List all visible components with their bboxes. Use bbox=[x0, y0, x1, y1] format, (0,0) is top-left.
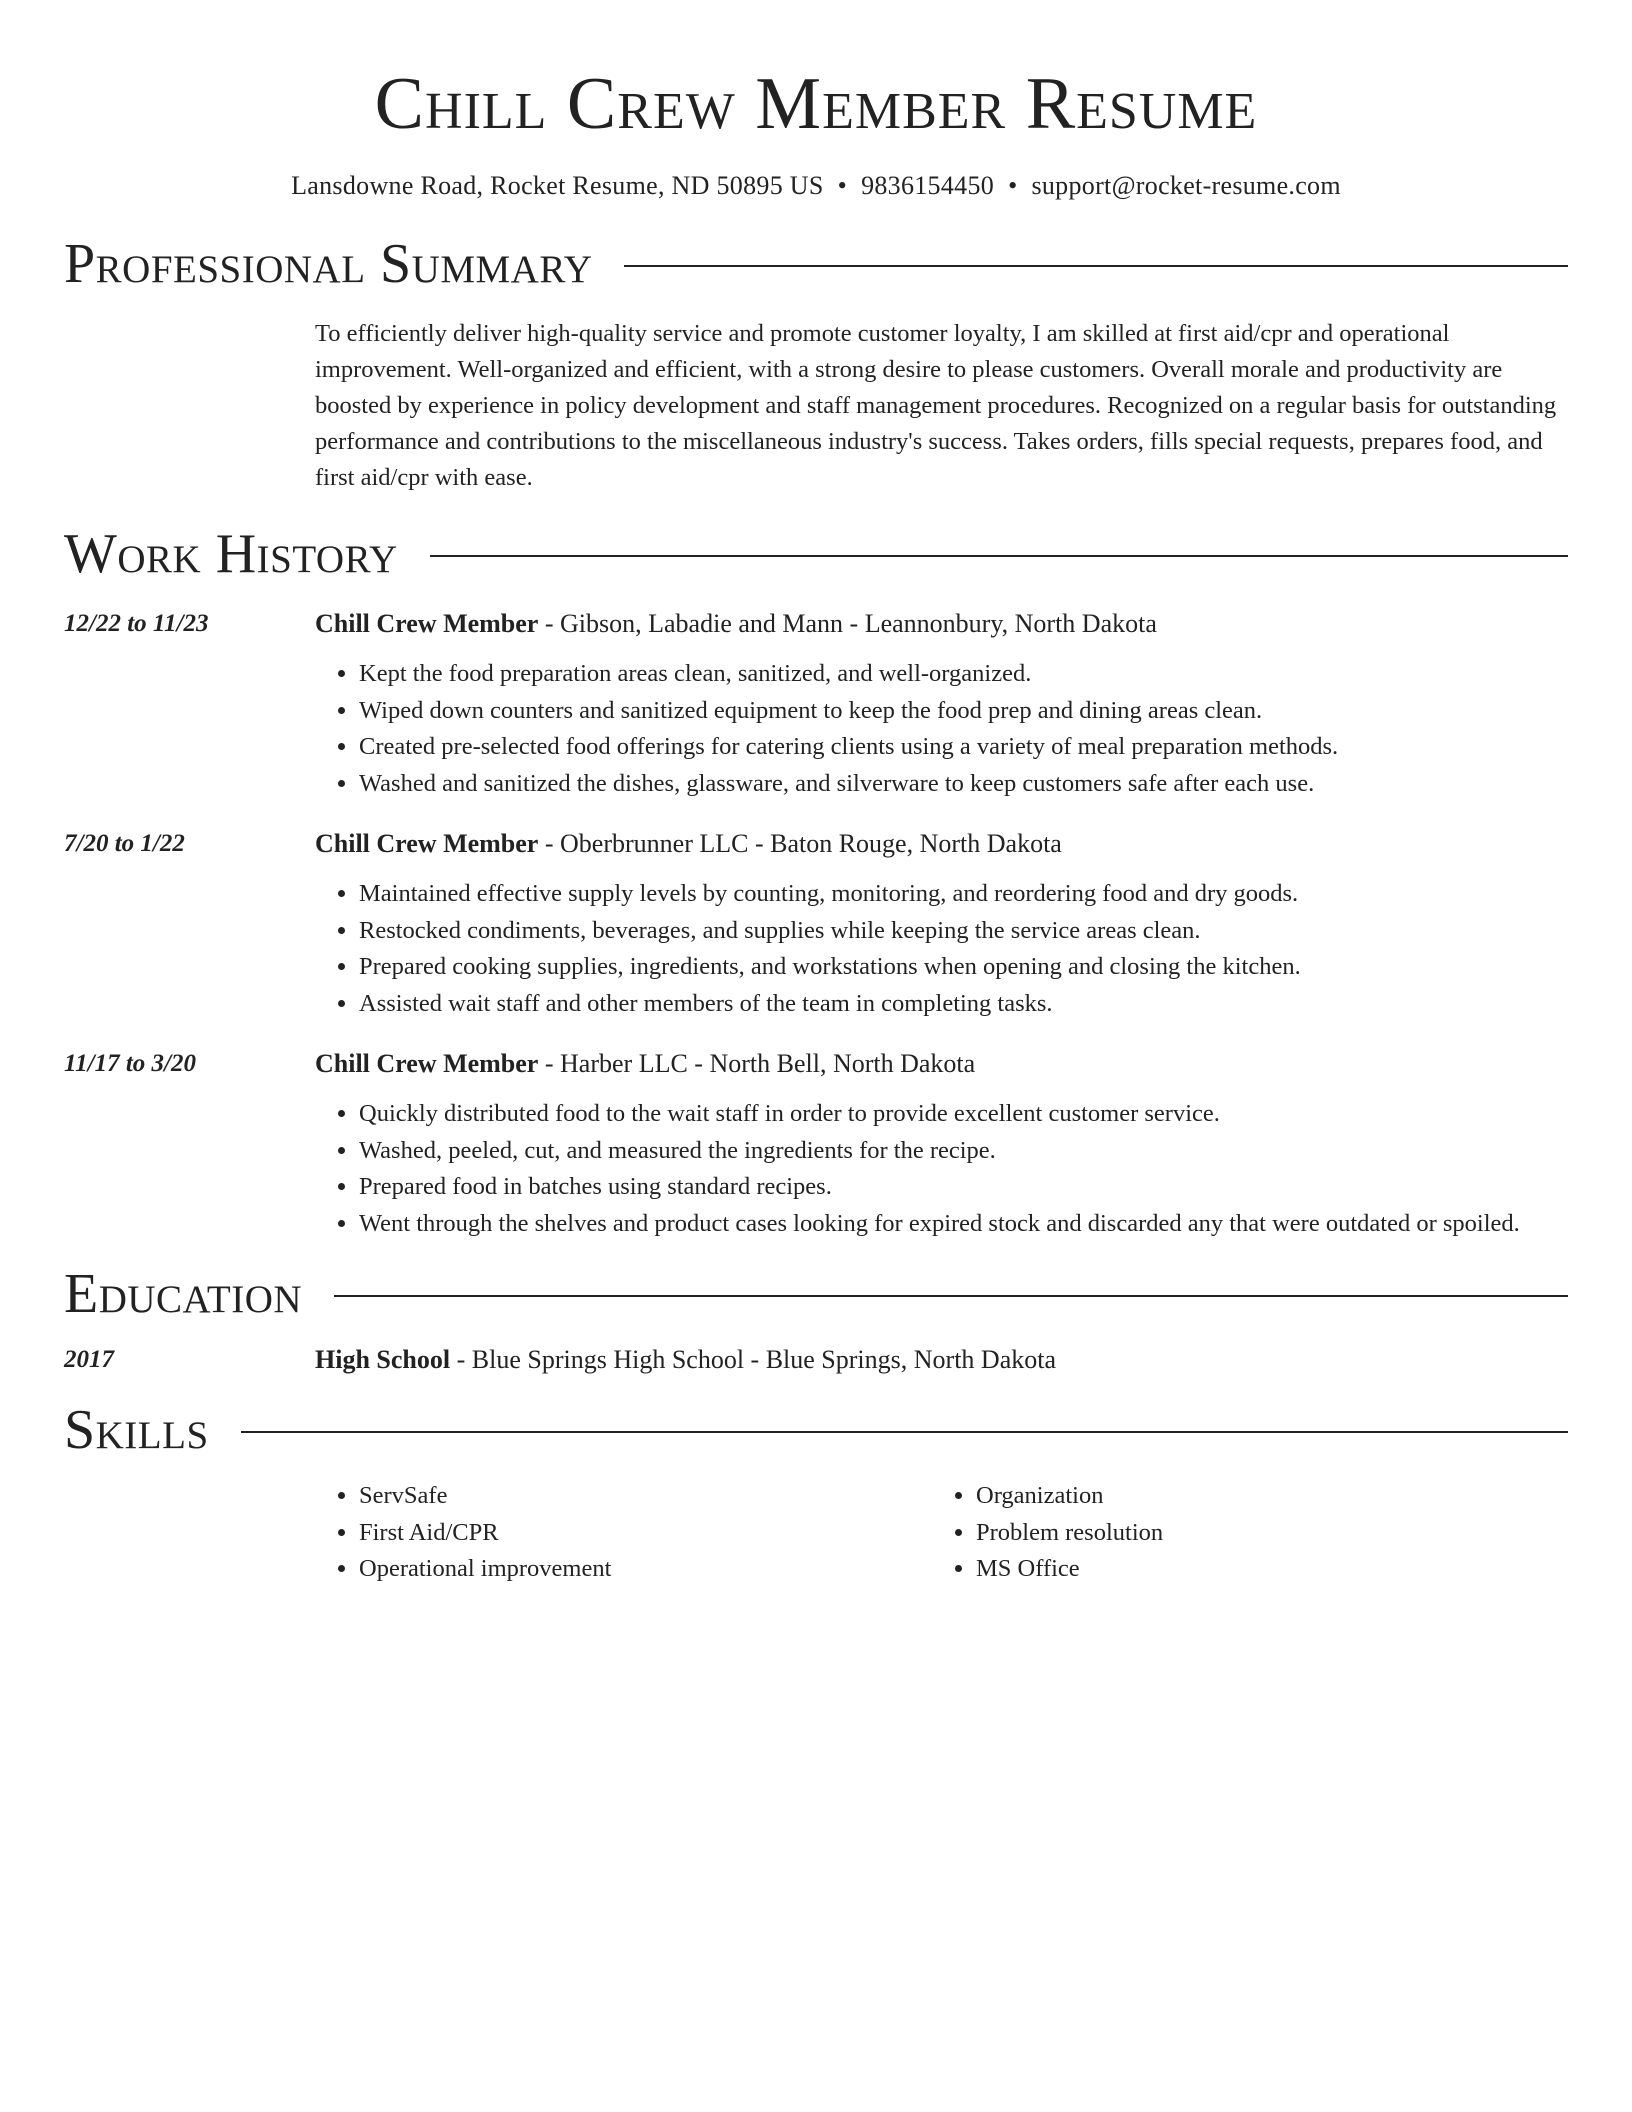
education-degree: High School bbox=[315, 1345, 451, 1374]
skills-column-right bbox=[932, 1478, 1549, 1588]
skill-item: • First Aid/CPR bbox=[359, 1515, 932, 1552]
job-bullets bbox=[315, 656, 1568, 802]
contact-phone: 9836154450 bbox=[861, 171, 995, 200]
job-details: - Harber LLC - North Bell, North Dakota bbox=[538, 1049, 976, 1078]
education-year: 2017 bbox=[64, 1346, 114, 1373]
education-body bbox=[315, 1342, 1568, 1378]
skills-list bbox=[315, 1478, 1568, 1588]
job-details: - Gibson, Labadie and Mann - Leannonbury, North Dakota bbox=[538, 609, 1157, 638]
contact-line bbox=[64, 170, 1568, 202]
job-role: Chill Crew Member bbox=[315, 1049, 539, 1078]
section-divider bbox=[430, 555, 1568, 557]
contact-email: support@rocket-resume.com bbox=[1031, 171, 1341, 200]
list-item: • Quickly distributed food to the wait staff in order to provide excellent customer service. bbox=[359, 1096, 1568, 1133]
list-item: • Assisted wait staff and other members of the team in completing tasks. bbox=[359, 986, 1568, 1023]
job-bullets bbox=[315, 1096, 1568, 1242]
skills-section-header bbox=[64, 1398, 1568, 1462]
job-entry bbox=[64, 826, 1568, 1022]
list-item: • Maintained effective supply levels by counting, monitoring, and reordering food and dry goods. bbox=[359, 876, 1568, 913]
summary-text: To efficiently deliver high-quality service and promote customer loyalty, I am skilled at first aid/cpr and operational improvement. Well-organized and efficient, with a strong desire to please customers. Overall morale and productivity are boosted by experience in policy development and staff management procedures. Recognized on a regular basis for outstanding performance and contributions to the miscellaneous industry's success. Takes orders, fills special requests, prepares food, and first aid/cpr with ease. bbox=[315, 320, 1557, 491]
contact-separator: • bbox=[837, 171, 848, 200]
contact-address: Lansdowne Road, Rocket Resume, ND 50895 US bbox=[291, 171, 824, 200]
list-item: • Washed and sanitized the dishes, glassware, and silverware to keep customers safe after each use. bbox=[359, 766, 1568, 803]
skills-column-left bbox=[315, 1478, 932, 1588]
education-entry bbox=[64, 1342, 1568, 1378]
job-entry bbox=[64, 1046, 1568, 1242]
job-details: - Oberbrunner LLC - Baton Rouge, North Dakota bbox=[538, 829, 1062, 858]
education-section-header bbox=[64, 1262, 1568, 1326]
job-title-line bbox=[315, 606, 1568, 642]
list-item: • Restocked condiments, beverages, and supplies while keeping the service areas clean. bbox=[359, 913, 1568, 950]
job-role: Chill Crew Member bbox=[315, 829, 539, 858]
list-item: • Wiped down counters and sanitized equipment to keep the food prep and dining areas clean. bbox=[359, 693, 1568, 730]
education-title-line bbox=[315, 1342, 1568, 1378]
skill-item: • MS Office bbox=[976, 1551, 1549, 1588]
skill-item: • ServSafe bbox=[359, 1478, 932, 1515]
list-item: • Created pre-selected food offerings for catering clients using a variety of meal preparation methods. bbox=[359, 729, 1568, 766]
summary-section-header bbox=[64, 232, 1568, 296]
section-divider bbox=[334, 1295, 1568, 1297]
job-body bbox=[315, 826, 1568, 1022]
job-dates: 7/20 to 1/22 bbox=[64, 830, 185, 857]
skill-item: • Organization bbox=[976, 1478, 1549, 1515]
contact-separator: • bbox=[1008, 171, 1018, 200]
skill-item: • Operational improvement bbox=[359, 1551, 932, 1588]
job-title-line bbox=[315, 1046, 1568, 1082]
job-dates: 11/17 to 3/20 bbox=[64, 1050, 196, 1077]
section-divider bbox=[624, 265, 1568, 267]
job-role: Chill Crew Member bbox=[315, 609, 539, 638]
job-body bbox=[315, 606, 1568, 802]
skills-section-title: Skills bbox=[64, 1399, 209, 1461]
job-dates: 12/22 to 11/23 bbox=[64, 610, 209, 637]
section-divider bbox=[241, 1431, 1568, 1433]
work-section-title: Work History bbox=[64, 523, 398, 585]
list-item: • Prepared cooking supplies, ingredients, and workstations when opening and closing the kitchen. bbox=[359, 949, 1568, 986]
resume-title: Chill Crew Member Resume bbox=[374, 63, 1258, 145]
education-details: - Blue Springs High School - Blue Springs, North Dakota bbox=[450, 1345, 1057, 1374]
job-bullets bbox=[315, 876, 1568, 1022]
list-item: • Went through the shelves and product cases looking for expired stock and discarded any that were outdated or spoiled. bbox=[359, 1206, 1568, 1243]
resume-page bbox=[64, 0, 1568, 1588]
job-title-line bbox=[315, 826, 1568, 862]
job-body bbox=[315, 1046, 1568, 1242]
summary-section-title: Professional Summary bbox=[64, 233, 593, 295]
job-entry bbox=[64, 606, 1568, 802]
list-item: • Washed, peeled, cut, and measured the ingredients for the recipe. bbox=[359, 1133, 1568, 1170]
list-item: • Prepared food in batches using standard recipes. bbox=[359, 1169, 1568, 1206]
list-item: • Kept the food preparation areas clean, sanitized, and well-organized. bbox=[359, 656, 1568, 693]
education-section-title: Education bbox=[64, 1263, 303, 1325]
skill-item: • Problem resolution bbox=[976, 1515, 1549, 1552]
work-section-header bbox=[64, 522, 1568, 586]
